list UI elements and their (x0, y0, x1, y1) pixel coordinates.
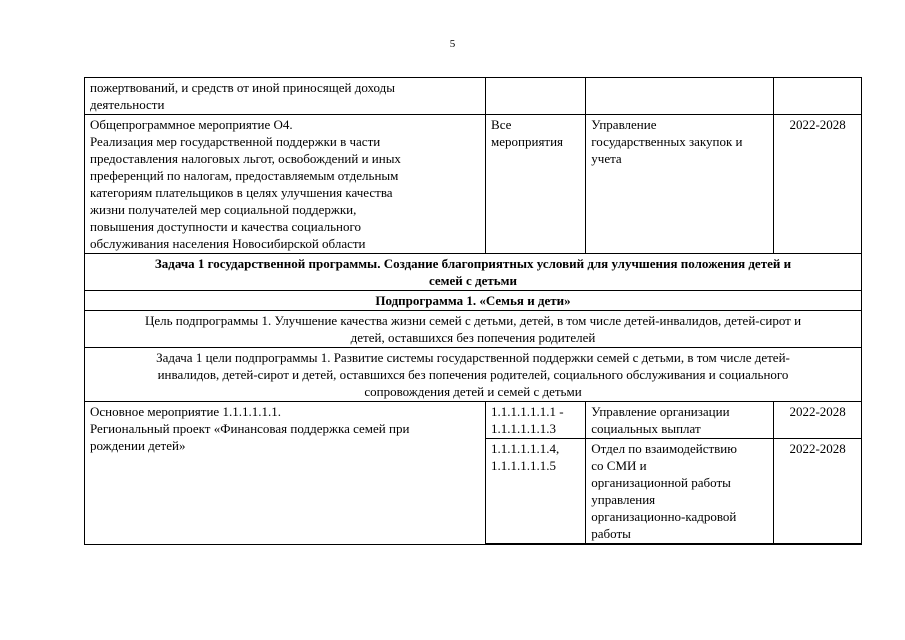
row-text: пожертвований, и средств от иной приносящей доходы деятельности (85, 78, 486, 115)
row-text: Основное мероприятие 1.1.1.1.1.1. Региональный проект «Финансовая поддержка семей при рождении детей» (85, 402, 486, 545)
subprogram-heading: Подпрограмма 1. «Семья и дети» (85, 291, 862, 311)
page-number: 5 (449, 38, 456, 50)
goal-text: Цель подпрограммы 1. Улучшение качества жизни семей с детьми, детей, в том числе детей-инвалидов, детей-сирот и детей, оставшихся без попечения родителей (85, 311, 862, 348)
executor-cell (586, 78, 774, 115)
measures-cell: 1.1.1.1.1.1.4, 1.1.1.1.1.1.5 (486, 439, 586, 545)
subprogram-header-row (85, 291, 862, 311)
measures-cell: 1.1.1.1.1.1.1 - 1.1.1.1.1.1.3 (486, 402, 586, 439)
goal-row (85, 311, 862, 348)
executor-cell: Управление организации социальных выплат (586, 402, 774, 439)
executor-cell: Управление государственных закупок и учета (586, 115, 774, 254)
years-cell: 2022-2028 (774, 402, 862, 439)
table-row (85, 115, 862, 254)
table-row (85, 402, 862, 439)
program-table (84, 77, 862, 545)
subtask-text: Задача 1 цели подпрограммы 1. Развитие системы государственной поддержки семей с детьми, в том числе детей- инвалидов, детей-сирот и детей, оставшихся без попечения родителей, социального обслуживания и социального сопровождения детей и семей с детьми (85, 348, 862, 402)
measures-cell: Все мероприятия (486, 115, 586, 254)
measures-cell (486, 78, 586, 115)
executor-cell: Отдел по взаимодействию со СМИ и организационной работы управления организационно-кадровой работы (586, 439, 774, 545)
row-text: Общепрограммное мероприятие О4. Реализация мер государственной поддержки в части предоставления налоговых льгот, освобождений и иных преференций по налогам, предоставляемым отдельным категориям плательщиков в целях улучшения качества жизни получателей мер социальной поддержки, повышения доступности и качества социального обслуживания населения Новосибирской области (85, 115, 486, 254)
task-heading: Задача 1 государственной программы. Создание благоприятных условий для улучшения положения детей и семей с детьми (85, 254, 862, 291)
table-row (85, 78, 862, 115)
years-cell: 2022-2028 (774, 439, 862, 545)
years-cell (774, 78, 862, 115)
subtask-row (85, 348, 862, 402)
task-header-row (85, 254, 862, 291)
years-cell: 2022-2028 (774, 115, 862, 254)
